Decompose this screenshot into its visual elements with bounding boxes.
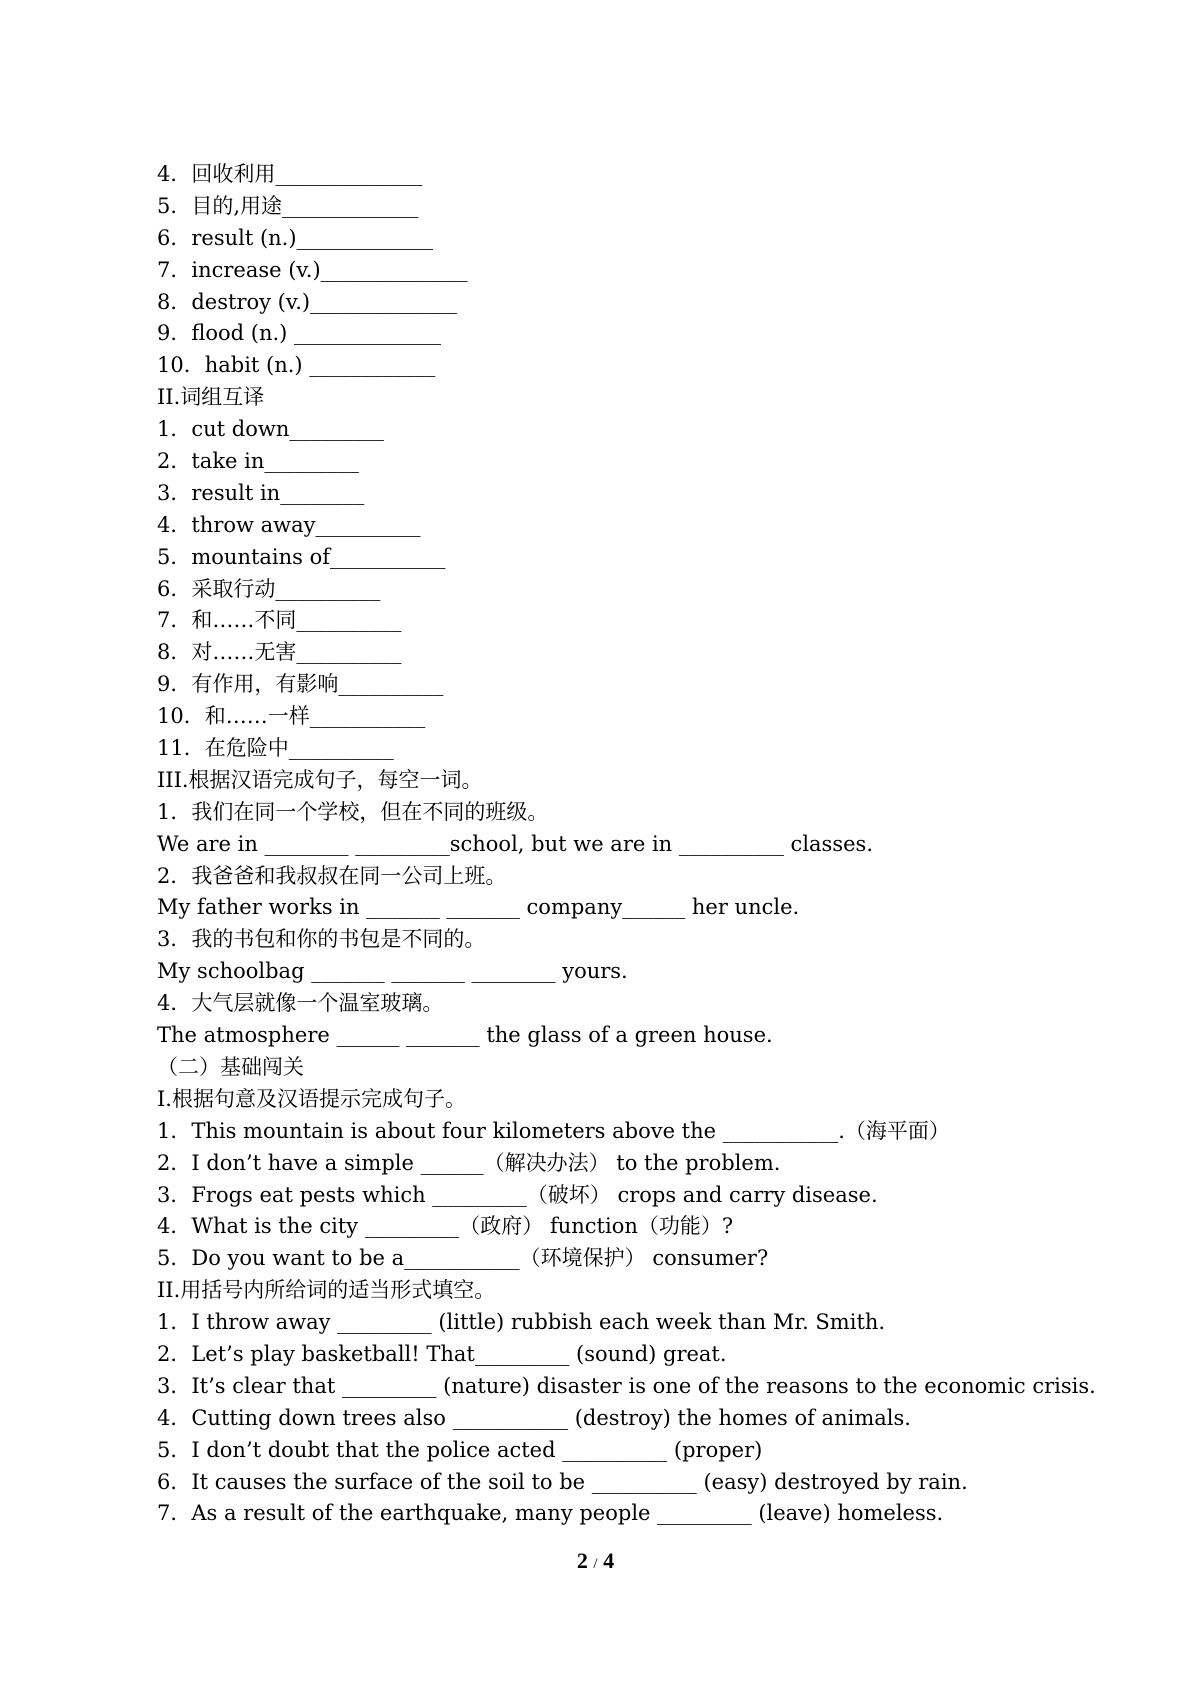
worksheet-line: 1．This mountain is about four kilometers above the ___________.（海平面）: [157, 1118, 950, 1143]
worksheet-line: 3．result in________: [157, 480, 365, 505]
worksheet-line: 11．在危险中__________: [157, 736, 394, 761]
worksheet-line: 2．take in_________: [157, 449, 359, 474]
worksheet-line: 8．对……无害__________: [157, 640, 402, 665]
worksheet-line: II.用括号内所给词的适当形式填空。: [157, 1278, 496, 1303]
worksheet-line: （二）基础闯关: [157, 1054, 304, 1079]
worksheet-line: 4．回收利用______________: [157, 162, 423, 186]
current-page: 2: [576, 1548, 588, 1573]
worksheet-line: I.根据句意及汉语提示完成句子。: [157, 1086, 466, 1111]
worksheet-line: 2．我爸爸和我叔叔在同一公司上班。: [157, 863, 507, 888]
worksheet-body: [157, 159, 1096, 1530]
worksheet-line: 1．cut down_________: [157, 417, 384, 442]
worksheet-line: 2．Let’s play basketball! That_________ (sound) great.: [157, 1341, 727, 1366]
worksheet-line: 6．It causes the surface of the soil to be __________ (easy) destroyed by rain.: [157, 1469, 968, 1494]
worksheet-line: 6．采取行动__________: [157, 576, 381, 601]
page-separator: /: [593, 1556, 598, 1572]
worksheet-line: 6．result (n.)_____________: [157, 225, 434, 250]
worksheet-line: 5．目的,用途_____________: [157, 193, 419, 218]
worksheet-line: My father works in _______ _______ company______ her uncle.: [157, 895, 800, 920]
page-number: [0, 1548, 1191, 1574]
worksheet-line: III.根据汉语完成句子，每空一词。: [157, 767, 483, 792]
worksheet-line: 9．有作用，有影响__________: [157, 672, 444, 697]
worksheet-line: We are in ________ _________school, but we are in __________ classes.: [157, 831, 873, 856]
total-pages: 4: [603, 1548, 615, 1573]
worksheet-line: 8．destroy (v.)______________: [157, 289, 458, 314]
worksheet-line: 7．和……不同__________: [157, 608, 402, 633]
worksheet-line: 1．我们在同一个学校，但在不同的班级。: [157, 799, 549, 824]
worksheet-line: 10．habit (n.) ____________: [157, 353, 436, 378]
worksheet-line: The atmosphere ______ _______ the glass of a green house.: [157, 1023, 773, 1048]
worksheet-line: 4．Cutting down trees also ___________ (destroy) the homes of animals.: [157, 1405, 911, 1430]
worksheet-line: 3．我的书包和你的书包是不同的。: [157, 927, 486, 952]
worksheet-line: 4．throw away__________: [157, 512, 421, 537]
worksheet-line: My schoolbag _______ _______ ________ yours.: [157, 959, 628, 984]
worksheet-line: 4．大气层就像一个温室玻璃。: [157, 991, 444, 1016]
worksheet-line: 7．As a result of the earthquake, many people _________ (leave) homeless.: [157, 1501, 944, 1526]
worksheet-line: 9．flood (n.) ______________: [157, 321, 442, 346]
worksheet-line: 3．It’s clear that _________ (nature) disaster is one of the reasons to the economic crisis.: [157, 1373, 1096, 1398]
worksheet-line: 3．Frogs eat pests which _________（破坏） crops and carry disease.: [157, 1182, 878, 1207]
worksheet-line: II.词组互译: [157, 385, 265, 410]
worksheet-line: 2．I don’t have a simple ______（解决办法） to the problem.: [157, 1150, 781, 1175]
worksheet-line: 4．What is the city _________（政府） function（功能）?: [157, 1214, 734, 1239]
worksheet-line: 5．mountains of___________: [157, 544, 446, 569]
worksheet-line: 10．和……一样___________: [157, 704, 426, 729]
worksheet-line: 7．increase (v.)______________: [157, 257, 468, 282]
worksheet-line: 5．I don’t doubt that the police acted __________ (proper): [157, 1437, 763, 1462]
worksheet-line: 1．I throw away _________ (little) rubbish each week than Mr. Smith.: [157, 1310, 886, 1335]
worksheet-line: 5．Do you want to be a___________（环境保护） consumer?: [157, 1246, 769, 1271]
